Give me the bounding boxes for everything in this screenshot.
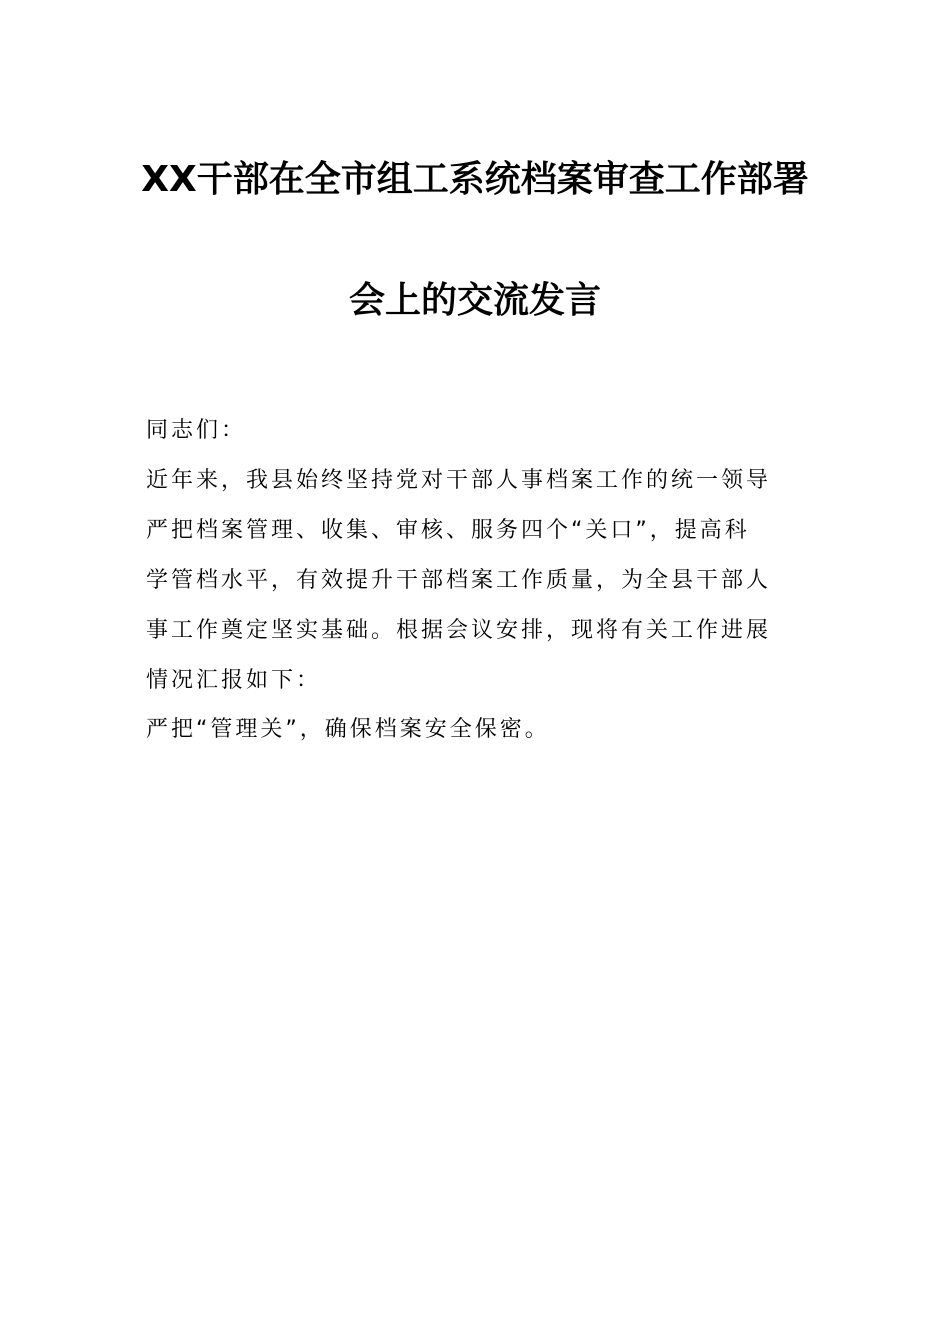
paragraph-line: 事工作奠定坚实基础。根据会议安排，现将有关工作进展 — [146, 618, 772, 643]
paragraph-intro — [146, 456, 806, 706]
paragraph-line: 近年来，我县始终坚持党对干部人事档案工作的统一领导 — [146, 468, 772, 493]
paragraph-line: 严把档案管理、收集、审核、服务四个“关口”，提高科 — [146, 518, 750, 543]
paragraph-line: 情况汇报如下： — [146, 668, 322, 693]
section-heading-management: 严把“管理关”，确保档案安全保密。 — [146, 717, 550, 742]
paragraph-line: 学管档水平，有效提升干部档案工作质量，为全县干部人 — [146, 568, 772, 593]
document-title-line-1: XX干部在全市组工系统档案审查工作部署 — [141, 159, 809, 200]
salutation: 同志们： — [146, 418, 247, 443]
document-title-line-2: 会上的交流发言 — [348, 280, 601, 321]
